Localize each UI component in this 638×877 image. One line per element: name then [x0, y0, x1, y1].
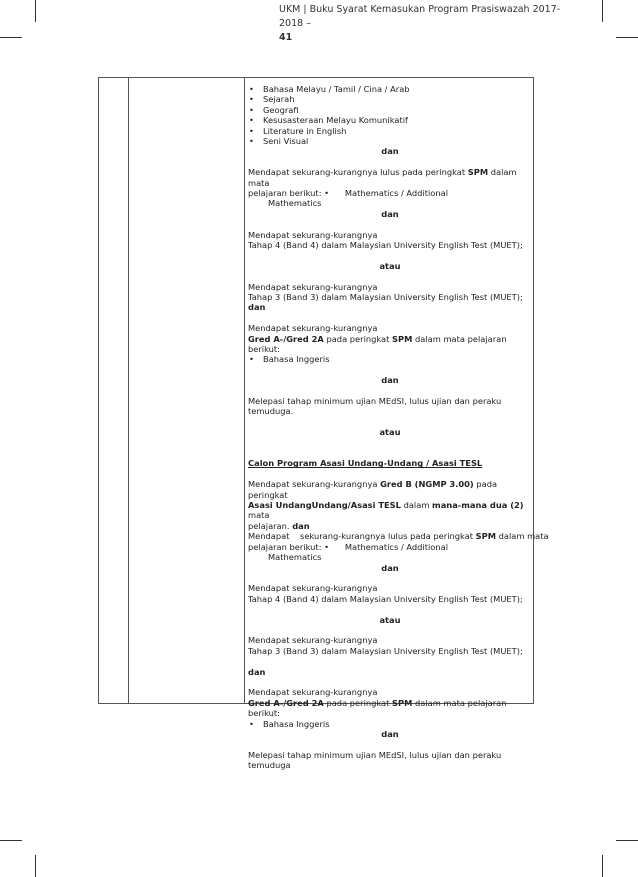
- subject-item: • Seni Visual: [248, 136, 532, 146]
- spm-requirement-line2: pelajaran berikut: • Mathematics / Additional: [248, 188, 449, 199]
- crop-mark-bottom-left-v: [35, 855, 36, 877]
- muet4-line2: Tahap 4 (Band 4) dalam Malaysian University English Test (MUET);: [248, 593, 523, 604]
- asasi-line2: Asasi UndangUndang/Asasi TESL dalam mana-mana dua (2) mata: [248, 500, 524, 521]
- asasi-line1: Mendapat sekurang-kurangnya Gred B (NGMP 3.00) pada peringkat: [248, 479, 498, 500]
- gred-line2: Gred A-/Gred 2A pada peringkat SPM dalam mata pelajaran berikut:: [248, 333, 507, 355]
- asasi-line3: pelajaran. dan: [248, 520, 310, 531]
- connector-dan: dan: [381, 208, 399, 219]
- crop-mark-bottom-left-h: [0, 840, 22, 841]
- medsi-requirement: Melepasi tahap minimum ujian MEdSI, lulus ujian dan peraku temuduga: [248, 749, 502, 771]
- subject-item: • Kesusasteraan Melayu Komunikatif: [248, 115, 532, 125]
- subject-item: • Bahasa Inggeris: [248, 354, 532, 364]
- asasi-spm-line1: Mendapat sekurang-kurangnya lulus pada peringkat SPM dalam mata: [248, 531, 549, 542]
- medsi-requirement: Melepasi tahap minimum ujian MEdSI, lulus ujian dan peraku temuduga.: [248, 396, 502, 417]
- crop-mark-bottom-right-h: [616, 840, 638, 841]
- asasi-spm-line2: pelajaran berikut: • Mathematics / Additional: [248, 541, 449, 552]
- page-number: 41: [279, 32, 293, 43]
- muet3-line1: Mendapat sekurang-kurangnya: [248, 281, 378, 292]
- connector-dan: dan: [381, 375, 399, 386]
- page-header: [279, 3, 579, 45]
- connector-atau: atau: [379, 427, 401, 438]
- header-title: UKM | Buku Syarat Kemasukan Program Prasiswazah 2017-2018 –: [279, 4, 561, 29]
- connector-atau: atau: [379, 260, 401, 271]
- asasi-spm-line3: Mathematics: [268, 552, 322, 563]
- requirements-cell: [248, 84, 549, 771]
- muet4-line1: Mendapat sekurang-kurangnya: [248, 583, 378, 594]
- muet3-line2: Tahap 3 (Band 3) dalam Malaysian University English Test (MUET); dan: [248, 292, 523, 313]
- subject-item: • Bahasa Melayu / Tamil / Cina / Arab: [248, 84, 532, 94]
- muet3-line1: Mendapat sekurang-kurangnya: [248, 635, 378, 646]
- crop-mark-top-left-v: [35, 0, 36, 22]
- gred-line1: Mendapat sekurang-kurangnya: [248, 323, 378, 334]
- connector-dan: dan: [248, 666, 266, 677]
- connector-dan: dan: [381, 146, 399, 157]
- column-divider-2: [244, 78, 245, 703]
- subject-item: • Bahasa Inggeris: [248, 719, 532, 729]
- subject-item: • Literature in English: [248, 126, 532, 136]
- muet4-line1: Mendapat sekurang-kurangnya: [248, 229, 378, 240]
- crop-mark-top-right-v: [602, 0, 603, 22]
- muet3-line2: Tahap 3 (Band 3) dalam Malaysian University English Test (MUET);: [248, 645, 523, 656]
- crop-mark-bottom-right-v: [602, 855, 603, 877]
- connector-dan: dan: [381, 562, 399, 573]
- spm-requirement: Mendapat sekurang-kurangnya lulus pada peringkat SPM dalam mata: [248, 167, 517, 188]
- column-divider-1: [128, 78, 129, 703]
- muet4-line2: Tahap 4 (Band 4) dalam Malaysian University English Test (MUET);: [248, 240, 523, 251]
- spm-requirement-line3: Mathematics: [268, 198, 322, 209]
- subject-item: • Sejarah: [248, 94, 532, 104]
- gred-line2: Gred A-/Gred 2A pada peringkat SPM dalam mata pelajaran berikut:: [248, 697, 507, 719]
- section-heading: Calon Program Asasi Undang-Undang / Asasi TESL: [248, 458, 483, 469]
- subject-item: • Geografi: [248, 105, 532, 115]
- connector-dan: dan: [381, 728, 399, 739]
- crop-mark-top-right-h: [616, 37, 638, 38]
- connector-atau: atau: [379, 614, 401, 625]
- crop-mark-top-left-h: [0, 37, 22, 38]
- gred-line1: Mendapat sekurang-kurangnya: [248, 687, 378, 698]
